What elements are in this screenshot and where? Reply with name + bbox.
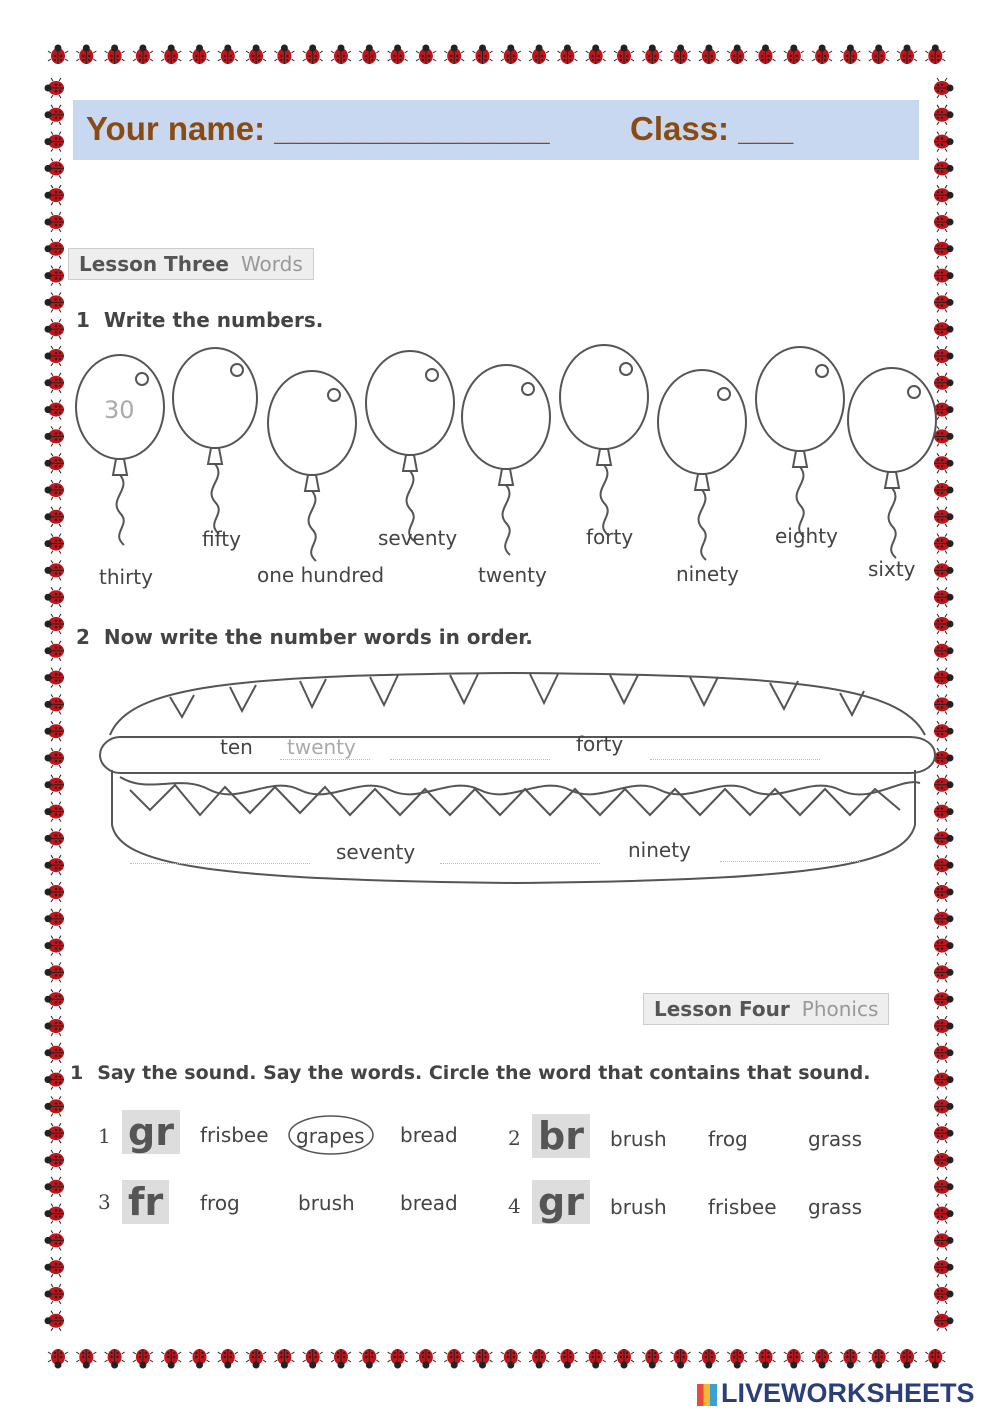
ladybug-icon — [840, 45, 860, 65]
lesson-four-title: Lesson Four — [654, 997, 790, 1021]
balloon-knot — [305, 475, 319, 491]
lesson-three-tag — [68, 248, 314, 280]
phonics-instruction — [70, 1062, 870, 1084]
balloon-knot — [113, 459, 127, 475]
ladybug-icon — [45, 319, 65, 339]
ladybug-icon — [45, 373, 65, 393]
ladybug-icon — [784, 1349, 804, 1369]
balloon[interactable] — [268, 371, 356, 475]
ladybug-icon — [133, 45, 153, 65]
ladybug-icon — [45, 1284, 65, 1304]
ladybug-icon — [161, 1349, 181, 1369]
logo-text: LIVEWORKSHEETS — [721, 1378, 975, 1408]
sandwich-word-ten: ten — [220, 735, 253, 759]
ladybug-icon — [869, 1349, 889, 1369]
ladybug-icon — [218, 1349, 238, 1369]
ladybug-icon — [934, 1177, 954, 1197]
ladybug-icon — [190, 45, 210, 65]
ladybug-icon — [934, 989, 954, 1009]
ladybug-icon — [45, 1123, 65, 1143]
ladybug-icon — [45, 507, 65, 527]
ladybug-icon — [840, 1349, 860, 1369]
ladybug-icon — [45, 721, 65, 741]
balloon[interactable] — [366, 351, 454, 455]
ladybug-icon — [45, 480, 65, 500]
phonics-word[interactable]: brush — [610, 1195, 667, 1219]
lesson-four-tag — [643, 993, 889, 1025]
sandwich-word-ninety: ninety — [628, 838, 691, 862]
liveworksheets-logo — [697, 1378, 975, 1409]
ladybug-icon — [45, 212, 65, 232]
ladybug-icon — [45, 1150, 65, 1170]
ladybug-icon — [934, 962, 954, 982]
ladybug-icon — [45, 802, 65, 822]
ladybug-icon — [869, 45, 889, 65]
ladybug-icon — [45, 614, 65, 634]
ladybug-icon — [45, 1096, 65, 1116]
ladybug-icon — [416, 45, 436, 65]
ladybug-icon — [388, 45, 408, 65]
ladybug-icon — [45, 989, 65, 1009]
ladybug-icon — [934, 641, 954, 661]
ladybug-icon — [331, 1349, 351, 1369]
ladybug-icon — [925, 45, 945, 65]
ladybug-icon — [48, 1349, 68, 1369]
phonics-sound: gr — [532, 1180, 590, 1224]
balloon-word-thirty: thirty — [99, 565, 153, 589]
ladybug-icon — [934, 266, 954, 286]
ladybug-icon — [190, 1349, 210, 1369]
balloon-knot — [885, 472, 899, 488]
lesson-four-sub: Phonics — [801, 997, 879, 1021]
ladybug-icon — [388, 1349, 408, 1369]
ladybug-icon — [45, 587, 65, 607]
ladybug-icon — [48, 45, 68, 65]
balloon-shine — [231, 364, 243, 376]
ladybug-icon — [45, 694, 65, 714]
phonics-item-index: 4 — [508, 1194, 521, 1218]
balloon[interactable] — [658, 370, 746, 474]
ladybug-icon — [45, 1016, 65, 1036]
ladybug-icon — [897, 1349, 917, 1369]
ladybug-icon — [934, 1311, 954, 1331]
ladybug-icon — [133, 1349, 153, 1369]
instruction-text: Now write the number words in order. — [103, 625, 533, 649]
phonics-word[interactable]: brush — [610, 1127, 667, 1151]
ladybug-icon — [45, 909, 65, 929]
ladybug-icon — [529, 1349, 549, 1369]
answer-line[interactable] — [280, 758, 370, 760]
ladybug-icon — [501, 1349, 521, 1369]
exercise-2-instruction — [76, 625, 533, 649]
phonics-sound: gr — [122, 1110, 180, 1154]
ladybug-icon — [473, 45, 493, 65]
balloon-knot — [793, 451, 807, 467]
balloon[interactable] — [756, 347, 844, 451]
balloon-knot — [597, 449, 611, 465]
instruction-text: Say the sound. Say the words. Circle the word that contains that sound. — [97, 1062, 871, 1084]
ladybug-icon — [45, 641, 65, 661]
lesson-three-sub: Words — [240, 252, 303, 276]
balloon-word-forty: forty — [586, 525, 634, 549]
ladybug-icon — [45, 936, 65, 956]
ladybug-icon — [934, 185, 954, 205]
phonics-word[interactable]: grass — [808, 1195, 863, 1219]
ladybug-icon — [934, 158, 954, 178]
logo-mark-icon — [697, 1384, 717, 1406]
ladybug-icon — [934, 614, 954, 634]
ladybug-icon — [934, 1150, 954, 1170]
balloon-knot — [208, 448, 222, 464]
balloon-shine — [522, 383, 534, 395]
ladybug-icon — [934, 1284, 954, 1304]
ladybug-icon — [444, 45, 464, 65]
balloon-shine — [426, 369, 438, 381]
balloon[interactable] — [848, 368, 936, 472]
answer-line[interactable] — [390, 758, 550, 760]
balloon-word-ninety: ninety — [676, 562, 739, 586]
ladybug-icon — [45, 453, 65, 473]
ladybug-icon — [45, 400, 65, 420]
balloon-string — [309, 491, 316, 561]
balloon-word-seventy: seventy — [378, 526, 458, 550]
instruction-text: Write the numbers. — [103, 308, 324, 332]
ladybug-icon — [45, 1311, 65, 1331]
ladybug-icon — [756, 1349, 776, 1369]
phonics-word[interactable]: brush — [298, 1191, 355, 1215]
ladybug-icon — [45, 426, 65, 446]
balloon-word-one-hundred: one hundred — [257, 563, 385, 587]
answer-line[interactable] — [440, 862, 600, 864]
phonics-word[interactable]: frog — [708, 1127, 748, 1151]
ladybug-icon — [45, 560, 65, 580]
ladybug-icon — [45, 1230, 65, 1250]
class-label[interactable]: Class: ___ — [630, 110, 794, 147]
balloon-word-eighty: eighty — [775, 524, 838, 548]
ladybug-icon — [727, 45, 747, 65]
ladybug-icon — [161, 45, 181, 65]
balloon-knot — [403, 455, 417, 471]
balloon-example-answer[interactable]: 30 — [104, 396, 135, 424]
balloon-shine — [620, 363, 632, 375]
ladybug-icon — [274, 45, 294, 65]
ladybug-icon — [699, 45, 719, 65]
ladybug-icon — [45, 292, 65, 312]
ladybug-icon — [934, 1016, 954, 1036]
exercise-number: 1 — [70, 1062, 84, 1084]
ladybug-icon — [934, 1070, 954, 1090]
ladybug-icon — [45, 668, 65, 688]
balloon-word-sixty: sixty — [868, 557, 916, 581]
balloon-string — [699, 490, 706, 560]
ladybug-icon — [45, 775, 65, 795]
answer-line[interactable] — [650, 758, 820, 760]
ladybug-icon — [45, 132, 65, 152]
phonics-sound: fr — [122, 1180, 169, 1224]
phonics-item-index: 1 — [98, 1124, 111, 1148]
ladybug-icon — [671, 1349, 691, 1369]
ladybug-icon — [105, 45, 125, 65]
ladybug-icon — [473, 1349, 493, 1369]
ladybug-icon — [727, 1349, 747, 1369]
ladybug-icon — [45, 185, 65, 205]
ladybug-icon — [274, 1349, 294, 1369]
ladybug-icon — [925, 1349, 945, 1369]
phonics-word[interactable]: bread — [400, 1123, 458, 1147]
balloon-string — [889, 488, 896, 558]
exercise-1-instruction — [76, 308, 323, 332]
ladybug-icon — [45, 1257, 65, 1277]
answer-circle — [286, 1110, 376, 1158]
ladybug-icon — [45, 239, 65, 259]
ladybug-icon — [671, 45, 691, 65]
name-label[interactable]: Your name: _______________ — [86, 110, 550, 147]
ladybug-icon — [934, 1043, 954, 1063]
ladybug-icon — [784, 45, 804, 65]
ladybug-icon — [45, 346, 65, 366]
ladybug-icon — [45, 158, 65, 178]
ladybug-icon — [45, 1070, 65, 1090]
ladybug-icon — [642, 45, 662, 65]
balloon[interactable] — [462, 365, 550, 469]
ladybug-icon — [303, 1349, 323, 1369]
sandwich-word-seventy: seventy — [336, 840, 416, 864]
ladybug-icon — [934, 132, 954, 152]
phonics-sound: br — [532, 1114, 590, 1158]
phonics-word[interactable]: frisbee — [200, 1123, 269, 1147]
ladybug-icon — [501, 45, 521, 65]
ladybug-icon — [934, 105, 954, 125]
ladybug-icon — [359, 45, 379, 65]
ladybug-icon — [331, 45, 351, 65]
balloon[interactable] — [560, 345, 648, 449]
exercise-number: 1 — [76, 308, 90, 332]
balloon-string — [212, 464, 219, 534]
sandwich-word-forty: forty — [576, 732, 624, 756]
answer-line[interactable] — [130, 862, 310, 864]
ladybug-icon — [756, 45, 776, 65]
ladybug-icon — [934, 292, 954, 312]
ladybug-icon — [45, 962, 65, 982]
ladybug-icon — [76, 1349, 96, 1369]
ladybug-icon — [934, 78, 954, 98]
ladybug-icon — [45, 882, 65, 902]
ladybug-icon — [897, 45, 917, 65]
ladybug-icon — [529, 45, 549, 65]
ladybug-icon — [934, 239, 954, 259]
ladybug-icon — [45, 266, 65, 286]
ladybug-icon — [45, 105, 65, 125]
ladybug-icon — [934, 1257, 954, 1277]
ladybug-icon — [812, 1349, 832, 1369]
ladybug-icon — [45, 855, 65, 875]
phonics-word-circled[interactable]: grapes — [296, 1124, 365, 1148]
ladybug-icon — [934, 909, 954, 929]
ladybug-icon — [699, 1349, 719, 1369]
balloon[interactable] — [173, 348, 257, 448]
ladybug-icon — [45, 748, 65, 768]
balloon-shine — [136, 373, 148, 385]
ladybug-icon — [934, 1123, 954, 1143]
lesson-three-title: Lesson Three — [79, 252, 229, 276]
ladybug-icon — [586, 1349, 606, 1369]
ladybug-icon — [76, 45, 96, 65]
sandwich-answer-twenty[interactable]: twenty — [287, 735, 356, 759]
ladybug-icon — [934, 1096, 954, 1116]
ladybug-icon — [934, 212, 954, 232]
balloon-shine — [908, 386, 920, 398]
ladybug-icon — [934, 1230, 954, 1250]
ladybug-icon — [246, 45, 266, 65]
ladybug-icon — [934, 587, 954, 607]
ladybug-icon — [934, 936, 954, 956]
phonics-word[interactable]: frisbee — [708, 1195, 777, 1219]
ladybug-icon — [45, 828, 65, 848]
balloon-shine — [328, 389, 340, 401]
exercise-number: 2 — [76, 625, 90, 649]
balloon-word-twenty: twenty — [478, 563, 547, 587]
phonics-word[interactable]: bread — [400, 1191, 458, 1215]
ladybug-icon — [105, 1349, 125, 1369]
balloon-knot — [499, 469, 513, 485]
ladybug-icon — [642, 1349, 662, 1369]
balloon-string — [503, 485, 510, 555]
ladybug-icon — [218, 45, 238, 65]
ladybug-icon — [934, 1204, 954, 1224]
ladybug-icon — [45, 78, 65, 98]
balloon-word-fifty: fifty — [202, 527, 241, 551]
ladybug-icon — [557, 45, 577, 65]
ladybug-icon — [614, 1349, 634, 1369]
balloon-shine — [718, 388, 730, 400]
balloon-knot — [695, 474, 709, 490]
ladybug-icon — [812, 45, 832, 65]
ladybug-icon — [45, 1204, 65, 1224]
ladybug-icon — [45, 1177, 65, 1197]
ladybug-icon — [303, 45, 323, 65]
ladybug-icon — [246, 1349, 266, 1369]
answer-line[interactable] — [720, 860, 860, 862]
ladybug-icon — [45, 1043, 65, 1063]
ladybug-icon — [586, 45, 606, 65]
ladybug-icon — [45, 534, 65, 554]
ladybug-icon — [444, 1349, 464, 1369]
balloon-string — [117, 475, 124, 545]
ladybug-icon — [416, 1349, 436, 1369]
phonics-item-index: 2 — [508, 1126, 521, 1150]
ladybug-icon — [614, 45, 634, 65]
phonics-word[interactable]: grass — [808, 1127, 863, 1151]
phonics-item-index: 3 — [98, 1190, 111, 1214]
phonics-word[interactable]: frog — [200, 1191, 240, 1215]
ladybug-icon — [359, 1349, 379, 1369]
balloon-shine — [816, 365, 828, 377]
ladybug-icon — [557, 1349, 577, 1369]
